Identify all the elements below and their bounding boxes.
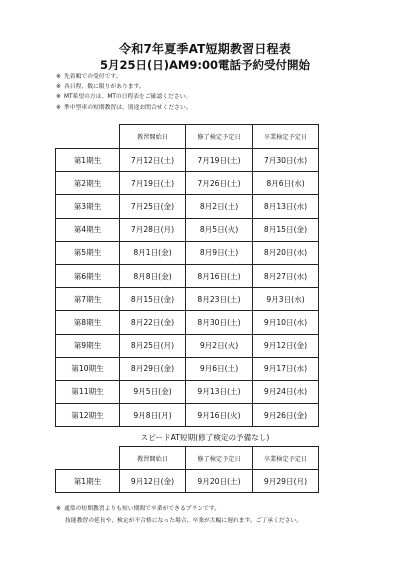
notes-list <box>56 72 192 113</box>
date-cell: 7月26日(土) <box>186 172 253 195</box>
note-mark: ※ <box>56 84 61 91</box>
date-cell: 8月27日(水) <box>253 264 319 287</box>
table-row <box>56 149 319 172</box>
date-cell: 8月15日(金) <box>253 218 319 241</box>
date-cell: 8月22日(金) <box>120 311 186 334</box>
date-cell: 9月24日(水) <box>253 380 319 403</box>
date-cell: 9月12日(金) <box>120 470 186 493</box>
header-cell: 教習開始日 <box>120 447 186 470</box>
term-label-cell: 第3期生 <box>56 195 120 218</box>
main-schedule-table <box>55 124 319 427</box>
note-item <box>56 92 192 102</box>
term-label-cell: 第5期生 <box>56 241 120 264</box>
note-item <box>56 82 192 92</box>
date-cell: 7月19日(土) <box>186 149 253 172</box>
date-cell: 8月29日(金) <box>120 357 186 380</box>
term-label-cell: 第4期生 <box>56 218 120 241</box>
page-title: 令和7年夏季AT短期教習日程表 <box>119 42 291 56</box>
note-mark: ※ <box>56 74 61 80</box>
date-cell: 8月20日(水) <box>253 241 319 264</box>
footnote-mark: ※ <box>56 506 61 512</box>
note-text: 準中型車の短期教習は、別途お問合せください。 <box>64 104 192 111</box>
date-cell: 9月17日(水) <box>253 357 319 380</box>
speed-section-title: スピードAT短期(修了検定の予備なし) <box>140 433 270 442</box>
reservation-start-notice: 5月25日(日)AM9:00電話予約受付開始 <box>100 58 310 72</box>
term-label-cell: 第2期生 <box>56 172 120 195</box>
term-label-cell: 第6期生 <box>56 264 120 287</box>
table-row <box>56 357 319 380</box>
footnote-text: 技能教習の延長や、検定が不合格になった場合、卒業が大幅に遅れます。ご了承ください。 <box>65 518 303 524</box>
date-cell: 8月9日(土) <box>186 241 253 264</box>
date-cell: 8月6日(水) <box>253 172 319 195</box>
date-cell: 9月8日(月) <box>120 404 186 427</box>
header-cell: 修了検定予定日 <box>186 125 253 149</box>
date-cell: 8月23日(土) <box>186 288 253 311</box>
date-cell: 9月20日(土) <box>186 470 253 493</box>
header-cell: 修了検定予定日 <box>186 447 253 470</box>
table-row <box>56 380 319 403</box>
table-row <box>56 172 319 195</box>
table-row <box>56 264 319 287</box>
table-row <box>56 311 319 334</box>
date-cell: 8月15日(金) <box>120 288 186 311</box>
date-cell: 8月25日(月) <box>120 334 186 357</box>
term-label-cell: 第10期生 <box>56 357 120 380</box>
term-label-cell: 第9期生 <box>56 334 120 357</box>
date-cell: 8月1日(金) <box>120 241 186 264</box>
term-label-cell: 第1期生 <box>56 149 120 172</box>
table-row <box>56 241 319 264</box>
table-header-row <box>56 125 319 149</box>
note-mark: ※ <box>56 104 61 111</box>
table-row <box>56 334 319 357</box>
term-label-cell: 第1期生 <box>56 470 120 493</box>
date-cell: 7月28日(月) <box>120 218 186 241</box>
date-cell: 7月25日(金) <box>120 195 186 218</box>
date-cell: 9月13日(土) <box>186 380 253 403</box>
date-cell: 9月3日(水) <box>253 288 319 311</box>
date-cell: 7月19日(土) <box>120 172 186 195</box>
table-row <box>56 218 319 241</box>
date-cell: 8月5日(火) <box>186 218 253 241</box>
term-label-cell: 第7期生 <box>56 288 120 311</box>
table-header-row <box>56 447 319 470</box>
date-cell: 8月13日(水) <box>253 195 319 218</box>
date-cell: 7月12日(土) <box>120 149 186 172</box>
note-text: 各日程、数に限りがあります。 <box>64 84 145 91</box>
date-cell: 8月2日(土) <box>186 195 253 218</box>
header-cell: 卒業検定予定日 <box>253 447 319 470</box>
table-row <box>56 195 319 218</box>
footnotes <box>56 503 302 527</box>
header-cell: 卒業検定予定日 <box>253 125 319 149</box>
note-text: 先着順での受付です。 <box>64 74 122 80</box>
table-row <box>56 288 319 311</box>
date-cell: 9月5日(金) <box>120 380 186 403</box>
date-cell: 9月6日(土) <box>186 357 253 380</box>
date-cell: 8月8日(金) <box>120 264 186 287</box>
date-cell: 8月30日(土) <box>186 311 253 334</box>
table-row <box>56 470 319 493</box>
note-item <box>56 72 192 82</box>
date-cell: 7月30日(水) <box>253 149 319 172</box>
term-label-cell: 第8期生 <box>56 311 120 334</box>
table-row <box>56 404 319 427</box>
term-label-cell: 第11期生 <box>56 380 120 403</box>
footnote-line <box>56 515 302 527</box>
date-cell: 9月29日(月) <box>253 470 319 493</box>
header-cell: 教習開始日 <box>120 125 186 149</box>
term-label-cell: 第12期生 <box>56 404 120 427</box>
note-mark: ※ <box>56 94 61 101</box>
date-cell: 9月12日(金) <box>253 334 319 357</box>
speed-schedule-table <box>55 446 319 493</box>
date-cell: 9月16日(火) <box>186 404 253 427</box>
footnote-text: 通常の短期教習よりも短い期間で卒業ができるプランです。 <box>64 506 221 512</box>
footnote-line <box>56 503 302 515</box>
note-text: MT希望の方は、MTの日程表をご確認ください。 <box>64 94 192 101</box>
header-blank-cell <box>56 125 120 149</box>
date-cell: 9月2日(火) <box>186 334 253 357</box>
header-blank-cell <box>56 447 120 470</box>
date-cell: 8月16日(土) <box>186 264 253 287</box>
date-cell: 9月26日(金) <box>253 404 319 427</box>
date-cell: 9月10日(水) <box>253 311 319 334</box>
note-item <box>56 103 192 113</box>
